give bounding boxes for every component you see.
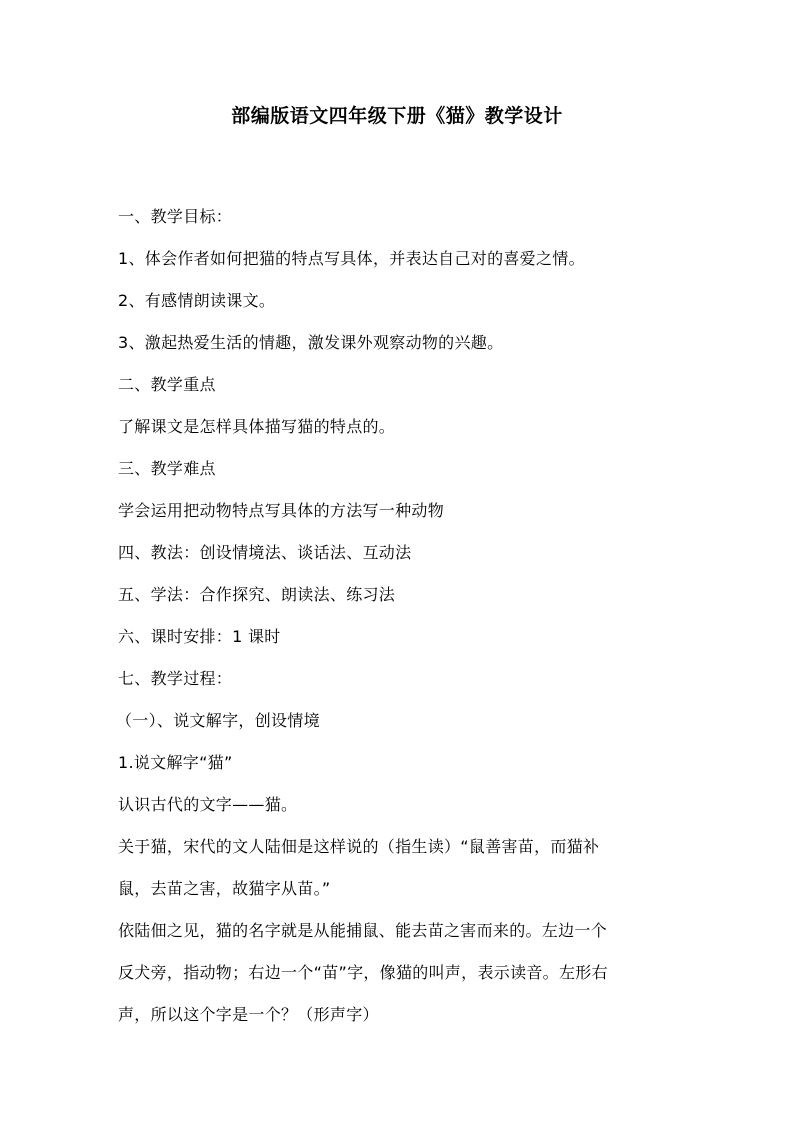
class-hours: 六、课时安排：1 课时 <box>118 627 281 646</box>
paragraph-line: 鼠，去苗之害，故猫字从苗。” <box>118 879 331 898</box>
paragraph-line: 认识古代的文字——猫。 <box>118 795 298 814</box>
objective-item-3: 3、激起热爱生活的情趣，激发课外观察动物的兴趣。 <box>118 333 504 352</box>
section-heading-process: 七、教学过程： <box>118 669 233 688</box>
section-heading-difficulties: 三、教学难点 <box>118 459 216 478</box>
teaching-methods: 四、教法：创设情境法、谈话法、互动法 <box>118 543 412 562</box>
process-substep-1: 1.说文解字“猫” <box>118 753 233 772</box>
paragraph-line: 关于猫，宋代的文人陆佃是这样说的（指生读）“鼠善害苗，而猫补 <box>118 837 600 856</box>
process-step-1-heading: （一）、说文解字，创设情境 <box>116 711 320 730</box>
section-heading-key-points: 二、教学重点 <box>118 375 216 394</box>
document-body <box>118 207 683 1047</box>
paragraph-line: 声，所以这个字是一个？（形声字） <box>118 1005 379 1024</box>
objective-item-1: 1、体会作者如何把猫的特点写具体，并表达自己对的喜爱之情。 <box>118 249 585 268</box>
paragraph-line: 反犬旁，指动物；右边一个“苗”字，像猫的叫声，表示读音。左形右 <box>118 963 608 982</box>
difficulties-text: 学会运用把动物特点写具体的方法写一种动物 <box>118 501 445 520</box>
paragraph-line: 依陆佃之见，猫的名字就是从能捕鼠、能去苗之害而来的。左边一个 <box>118 921 608 940</box>
section-heading-objectives: 一、教学目标： <box>118 207 233 226</box>
key-points-text: 了解课文是怎样具体描写猫的特点的。 <box>118 417 396 436</box>
objective-item-2: 2、有感情朗读课文。 <box>118 291 276 310</box>
learning-methods: 五、学法：合作探究、朗读法、练习法 <box>118 585 396 604</box>
document-title: 部编版语文四年级下册《猫》教学设计 <box>231 105 563 127</box>
